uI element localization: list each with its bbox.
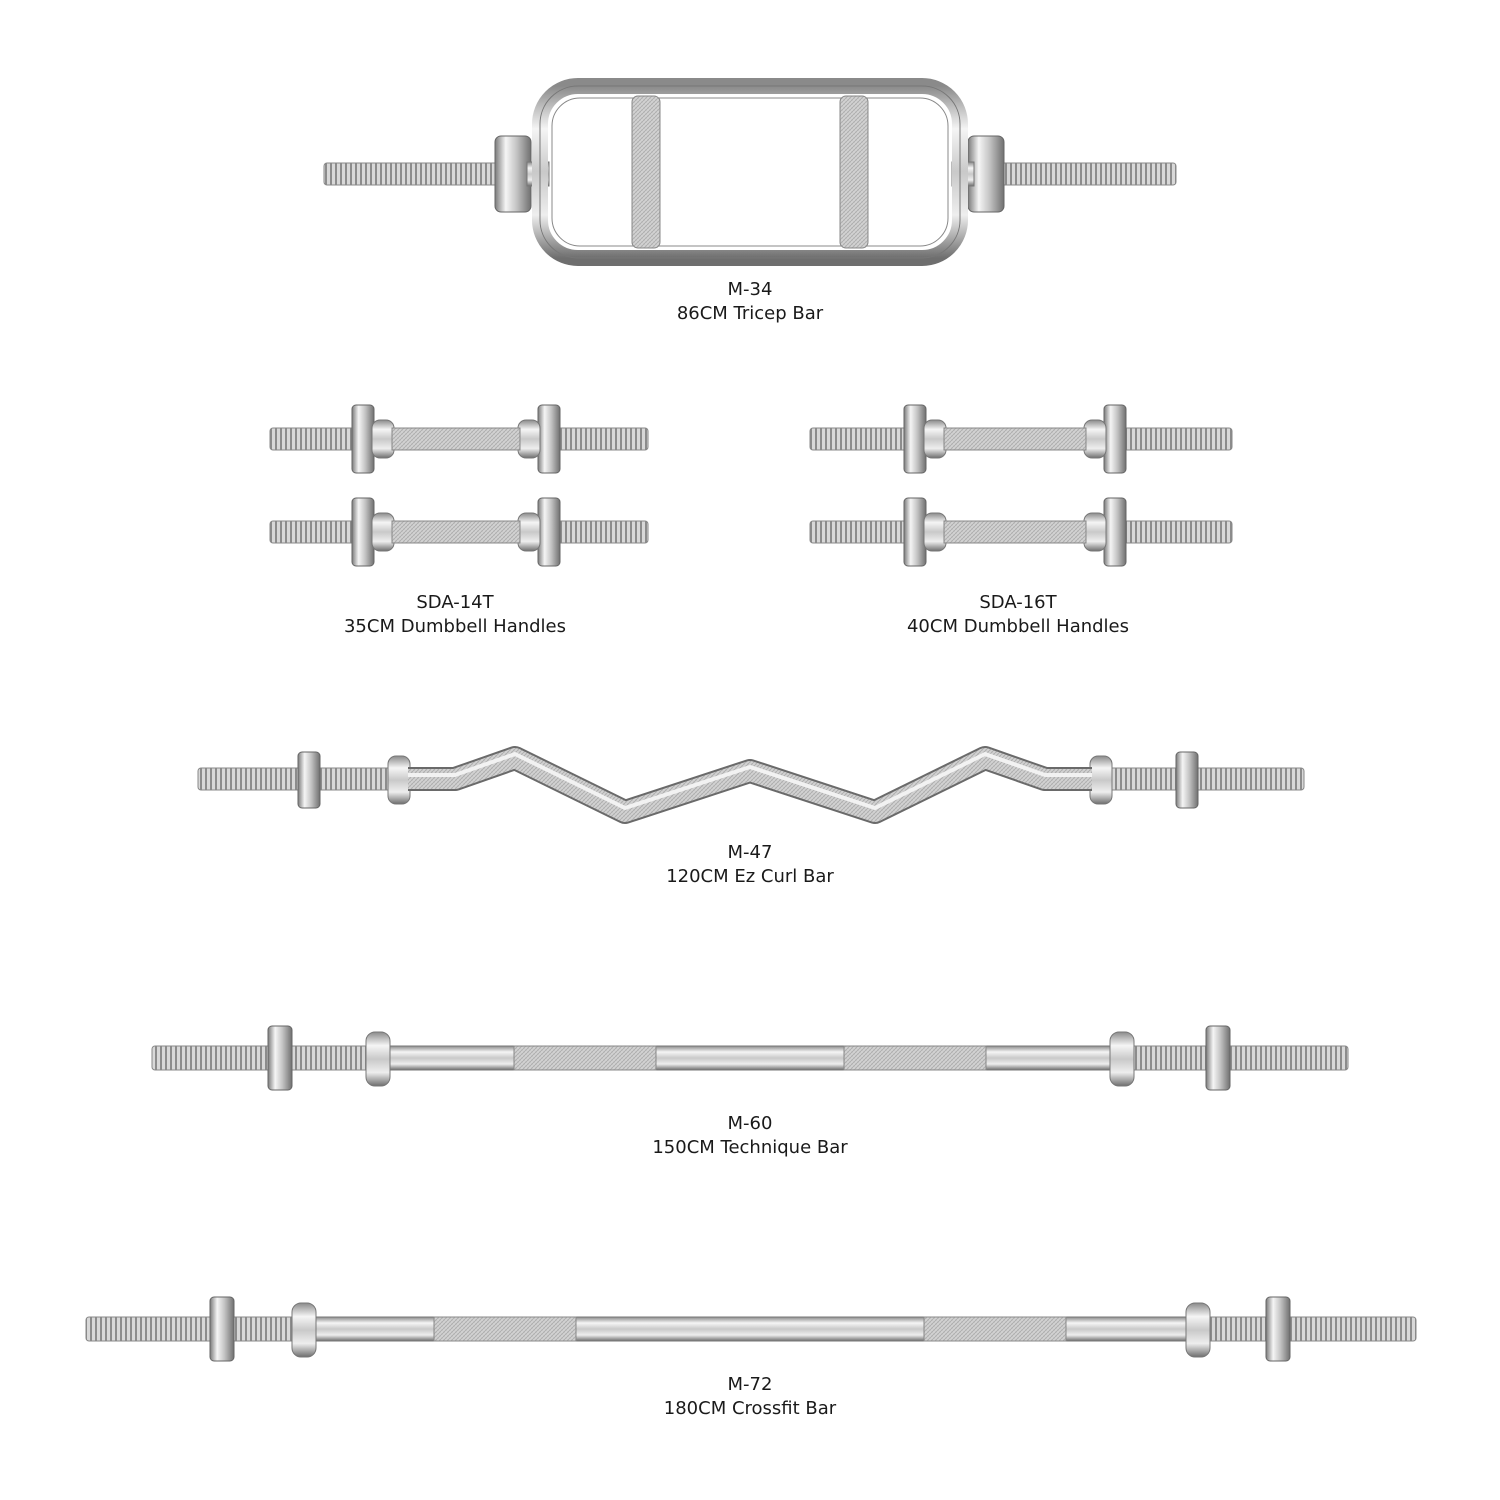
- product-code: SDA-16T: [979, 592, 1057, 613]
- dumbbell-handles-icon: [810, 405, 1232, 566]
- product-label-sda14t: [255, 591, 655, 639]
- tricep-bar-icon: [324, 86, 1176, 258]
- product-code: M-72: [727, 1374, 773, 1395]
- product-label-m47: [550, 841, 950, 889]
- product-code: M-34: [727, 279, 773, 300]
- crossfit-bar-icon: [86, 1297, 1416, 1361]
- product-code: M-60: [727, 1113, 773, 1134]
- technique-bar-icon: [152, 1026, 1348, 1090]
- ez-curl-bar-icon: [198, 752, 1304, 812]
- dumbbell-handles-icon: [270, 405, 648, 566]
- product-label-m34: [550, 278, 950, 326]
- product-name: 180CM Crossfit Bar: [663, 1398, 837, 1419]
- product-name: 86CM Tricep Bar: [676, 303, 824, 324]
- product-name: 120CM Ez Curl Bar: [666, 866, 834, 887]
- product-name: 35CM Dumbbell Handles: [343, 616, 567, 637]
- product-name: 150CM Technique Bar: [652, 1137, 848, 1158]
- product-name: 40CM Dumbbell Handles: [906, 616, 1130, 637]
- product-label-sda16t: [818, 591, 1218, 639]
- product-code: M-47: [727, 842, 773, 863]
- product-label-m72: [550, 1373, 950, 1421]
- product-code: SDA-14T: [416, 592, 494, 613]
- product-label-m60: [550, 1112, 950, 1160]
